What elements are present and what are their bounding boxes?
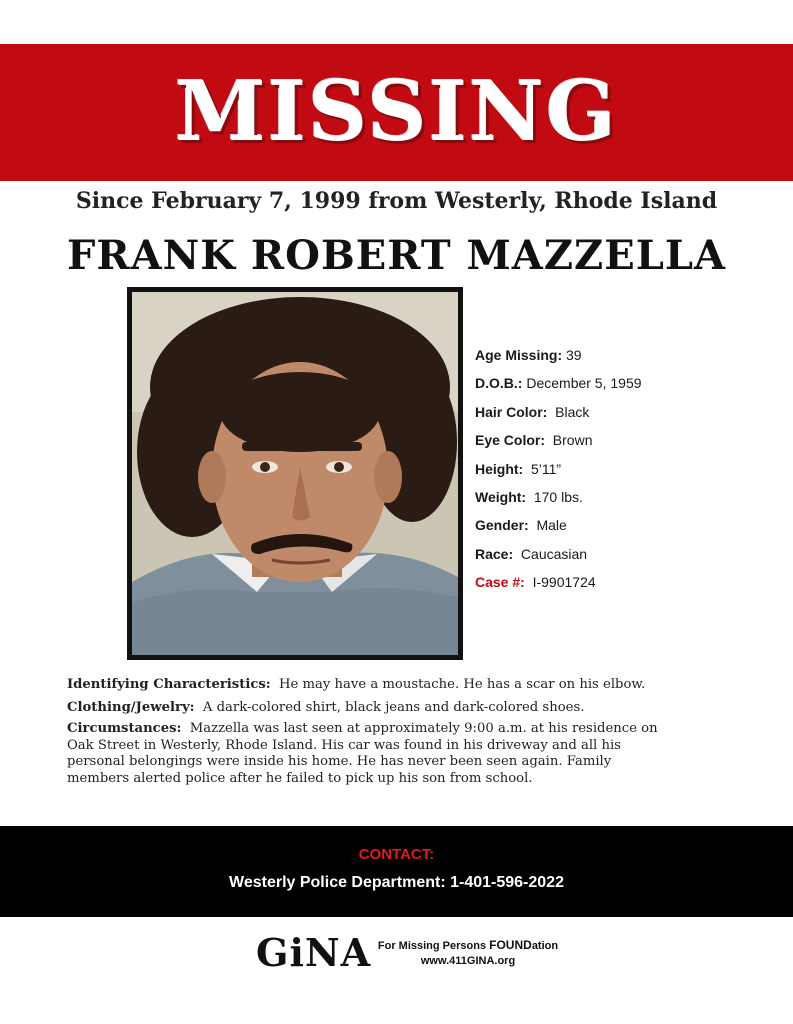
fact-label: Hair Color: [475, 403, 548, 420]
identifying-characteristics [67, 673, 747, 696]
fact-value: 170 lbs. [526, 488, 583, 505]
circumstances [67, 721, 747, 787]
footer-branding [256, 930, 576, 976]
fact-height [475, 455, 775, 483]
fact-label: Race: [475, 545, 514, 562]
person-facts [475, 341, 775, 597]
detail-label: Clothing/Jewelry: [67, 700, 195, 715]
detail-text: Oak Street in Westerly, Rhode Island. His car was found in his driveway and all his [67, 737, 621, 753]
person-name: FRANK ROBERT MAZZELLA [66, 232, 727, 279]
tagline-prefix: For Missing Persons [377, 940, 490, 952]
fact-value: December 5, 1959 [522, 375, 642, 392]
fact-label: Age Missing: [475, 347, 563, 363]
tagline-bold: FOUND [489, 938, 532, 952]
fact-case-number [475, 568, 775, 596]
portrait-photo-icon [132, 292, 458, 655]
contact-label: CONTACT: [358, 846, 435, 863]
fact-weight [475, 483, 775, 511]
fact-label: Weight: [475, 488, 527, 505]
missing-since-heading: Since February 7, 1999 from Westerly, Rhode Island [75, 188, 718, 214]
fact-label: Case #: [475, 574, 525, 591]
fact-label: Height: [475, 460, 524, 477]
detail-text: personal belongings were inside his home. He has never been seen again. Family [67, 754, 612, 769]
contact-phone: Westerly Police Department: 1-401-596-2022 [229, 874, 564, 891]
person-photo [127, 287, 463, 660]
fact-label: Eye Color: [475, 432, 546, 449]
fact-dob [475, 369, 775, 397]
tagline-suffix: ation [531, 940, 559, 952]
footer-tagline [368, 938, 568, 969]
case-details [67, 673, 747, 787]
clothing-jewelry [67, 696, 747, 719]
detail-label: Circumstances: [67, 721, 182, 736]
fact-hair-color [475, 398, 775, 426]
detail-text: He may have a moustache. He has a scar on his elbow. [270, 677, 646, 692]
fact-age-missing [475, 341, 775, 369]
tagline-line [368, 938, 568, 954]
fact-value: I-9901724 [524, 574, 596, 591]
detail-text: members alerted police after he failed to pick up his son from school. [67, 770, 533, 786]
fact-value: Male [528, 517, 567, 534]
banner-title: MISSING [174, 64, 619, 160]
detail-text: Mazzella was last seen at approximately 9:00 a.m. at his residence on [181, 721, 658, 736]
fact-gender [475, 511, 775, 539]
fact-value: Caucasian [513, 545, 588, 562]
gina-logo: GiNA [256, 930, 372, 975]
fact-value: Brown [545, 432, 593, 449]
fact-label: Gender: [475, 517, 529, 534]
fact-value: 39 [562, 347, 582, 363]
fact-eye-color [475, 426, 775, 454]
fact-value: Black [547, 403, 590, 420]
footer-url: www.411GINA.org [420, 955, 516, 967]
detail-label: Identifying Characteristics: [67, 677, 271, 692]
detail-text: A dark-colored shirt, black jeans and dark-colored shoes. [194, 700, 585, 715]
fact-value: 5’11” [523, 460, 562, 477]
fact-label: D.O.B.: [475, 375, 523, 392]
fact-race [475, 540, 775, 568]
